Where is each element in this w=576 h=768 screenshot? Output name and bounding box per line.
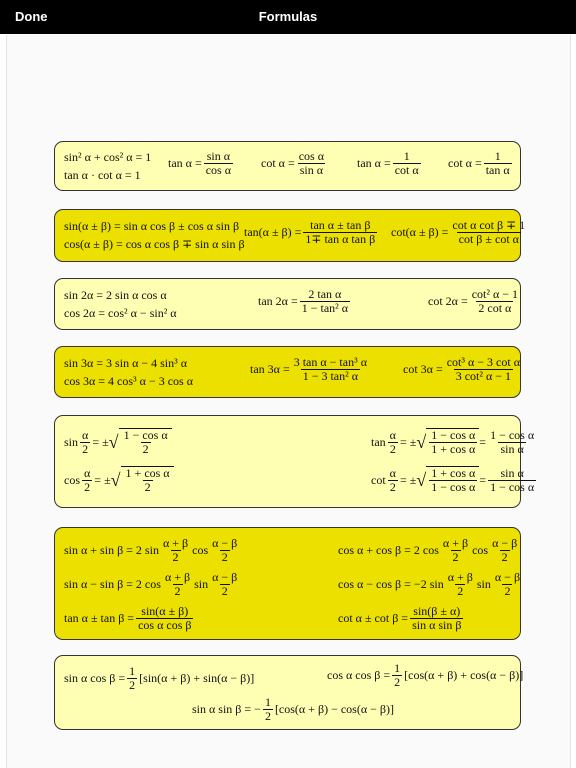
formula-tan-sum: tan(α ± β) = $\frac{\text{tan α ± tan β}}{\text{1∓ tan α tan β}}$ xyxy=(244,218,376,247)
formula-tan-half: tan $\frac{\alpha}{2}$ = ± √ $\frac{\text{1 − cos α}}{\text{1 + cos α}}$ = $\frac{\text{1 − cos α}}{\text{sin α}}$ xyxy=(371,427,535,457)
formula-cot-triple: cot 3α = $\frac{\text{cot³ α − 3 cot α}}{\text{3 cot² α − 1}}$ xyxy=(403,355,520,384)
card-sum-to-product xyxy=(54,527,521,640)
formula-sin-plus-sin: sin α + sin β = 2 sin $\frac{\alpha + \beta}{2}$ cos $\frac{\alpha - \beta}{2}$ xyxy=(64,536,238,565)
formula-cot-pm-cot: cot α ± cot β = $\frac{\sin(\beta \pm \alpha)}{\text{sin α sin β}}$ xyxy=(338,604,462,633)
formula-cos-half: cos $\frac{\alpha}{2}$ = ± √ $\frac{\text{1 + cos α}}{2}$ xyxy=(64,466,174,495)
formula-cot-half: cot $\frac{\alpha}{2}$ = ± √ $\frac{\text{1 + cos α}}{\text{1 − cos α}}$ = $\frac{\text{sin α}}{\text{1 − cos α}}$ xyxy=(371,465,535,495)
formula-tan-reciprocal: tan α = $\frac{1}{\text{cot α}}$ xyxy=(357,149,419,178)
card-triple-angle xyxy=(54,346,521,398)
formula-cos-minus-cos: cos α − cos β = −2 sin $\frac{\alpha + \beta}{2}$ sin $\frac{\alpha - \beta}{2}$ xyxy=(338,570,521,599)
formula-sheet xyxy=(6,35,571,768)
card-half-angle xyxy=(54,415,535,508)
formula-sin-half: sin $\frac{\alpha}{2}$ = ± √ $\frac{\text{1 − cos α}}{2}$ xyxy=(64,428,172,457)
formula-sin-double: sin 2α = 2 sin α cos α xyxy=(64,288,167,302)
formula-cos-double: cos 2α = cos² α − sin² α xyxy=(64,306,177,320)
formula-cot-sum: cot(α ± β) = $\frac{\text{cot α cot β ∓ 1}}{\text{cot β ± cot α}}$ xyxy=(391,218,526,247)
formula-tan-cot-product: tan α · cot α = 1 xyxy=(64,168,141,182)
formula-pythagorean: sin² α + cos² α = 1 xyxy=(64,150,152,164)
formula-tan-pm-tan: tan α ± tan β = $\frac{\sin(\alpha \pm \beta)}{\text{cos α cos β}}$ xyxy=(64,604,192,633)
card-basic-identities xyxy=(54,141,521,191)
formula-sin-minus-sin: sin α − sin β = 2 cos $\frac{\alpha + \beta}{2}$ sin $\frac{\alpha - \beta}{2}$ xyxy=(64,570,238,599)
card-sum-difference xyxy=(54,209,526,262)
card-double-angle xyxy=(54,278,521,330)
formula-sin-triple: sin 3α = 3 sin α − 4 sin³ α xyxy=(64,356,188,370)
formula-cos-cos-product: cos α cos β = $\frac{1}{2}$ [cos(α + β) + cos(α − β)] xyxy=(327,661,524,690)
done-button[interactable]: Done xyxy=(15,9,48,24)
formula-cot-double: cot 2α = $\frac{\text{cot² α − 1}}{\text{2 cot α}}$ xyxy=(428,287,519,316)
formula-sin-cos-product: sin α cos β = $\frac{1}{2}$ [sin(α + β) + sin(α − β)] xyxy=(64,664,255,693)
formula-sin-sin-product: sin α sin β = − $\frac{1}{2}$ [cos(α + β) − cos(α − β)] xyxy=(192,695,394,724)
formula-cot-ratio: cot α = $\frac{\text{cos α}}{\text{sin α}}$ xyxy=(261,149,325,178)
formula-cos-sum: cos(α ± β) = cos α cos β ∓ sin α sin β xyxy=(64,237,245,251)
formula-cos-plus-cos: cos α + cos β = 2 cos $\frac{\alpha + \beta}{2}$ cos $\frac{\alpha - \beta}{2}$ xyxy=(338,536,518,565)
formula-tan-triple: tan 3α = $\frac{\text{3 tan α − tan³ α}}{\text{1 − 3 tan² α}}$ xyxy=(250,355,367,384)
formula-sin-sum: sin(α ± β) = sin α cos β ± cos α sin β xyxy=(64,219,240,233)
nav-bar xyxy=(0,0,576,34)
page-title: Formulas xyxy=(258,9,318,24)
formula-tan-ratio: tan α = $\frac{\text{sin α}}{\text{cos α}}$ xyxy=(168,149,232,178)
formula-cos-triple: cos 3α = 4 cos³ α − 3 cos α xyxy=(64,374,193,388)
card-product-to-sum xyxy=(54,655,524,730)
formula-cot-reciprocal: cot α = $\frac{1}{\text{tan α}}$ xyxy=(448,149,510,178)
formula-tan-double: tan 2α = $\frac{\text{2 tan α}}{\text{1 − tan² α}}$ xyxy=(258,287,349,316)
